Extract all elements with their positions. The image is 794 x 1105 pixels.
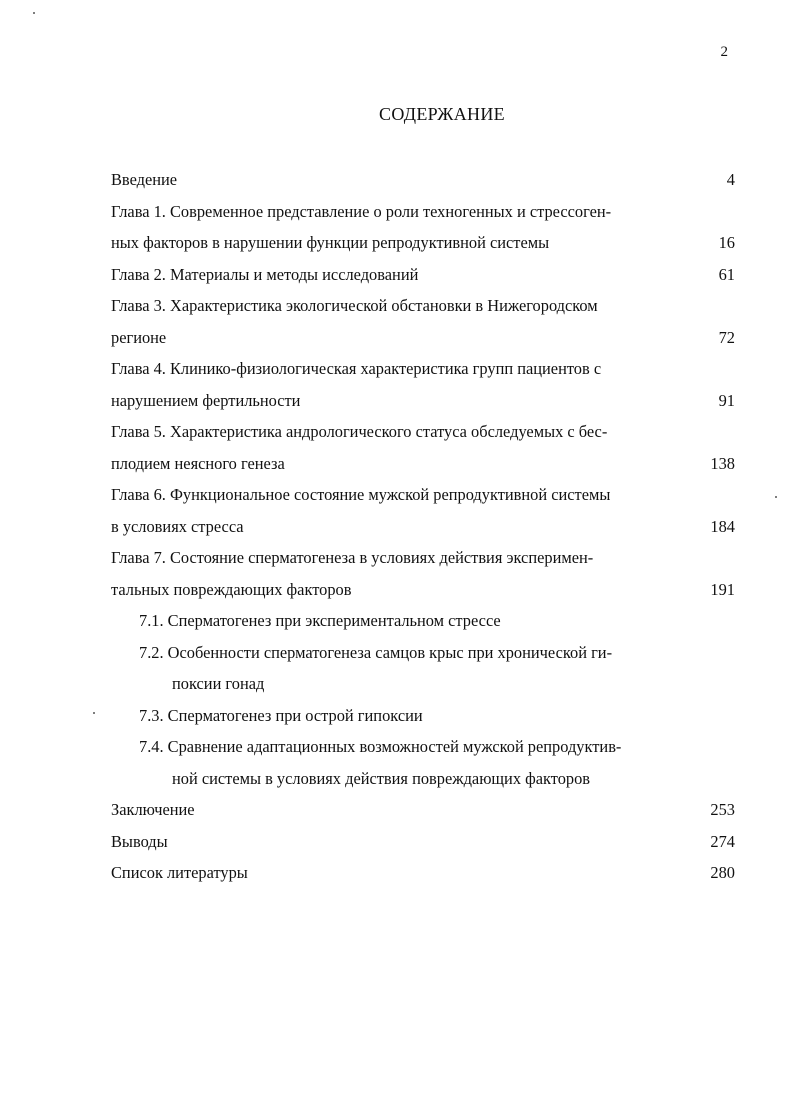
toc-entry-page: 61	[718, 264, 735, 284]
page-number: 2	[720, 44, 728, 60]
toc-entry-chapter-7	[111, 542, 735, 605]
toc-entry-line: Глава 5. Характеристика андрологического статуса обследуемых с бес-	[111, 422, 608, 441]
toc-entry-line: ной системы в условиях действия повреждающих факторов	[172, 768, 591, 788]
toc-entry-chapter-5	[111, 416, 735, 479]
toc-entry-chapter-2	[111, 259, 735, 291]
toc-entry-page: 184	[710, 516, 735, 536]
scan-speck	[93, 712, 95, 714]
toc-entry-section-7-3	[111, 700, 735, 732]
toc-entry-page: 72	[718, 327, 735, 347]
toc-entry-page: 274	[710, 831, 735, 851]
toc-entry-line: Введение	[111, 170, 178, 189]
toc-list	[111, 164, 735, 889]
toc-entry-page: 138	[710, 453, 735, 473]
toc-entry-line: Глава 1. Современное представление о роли техногенных и стрессоген-	[111, 201, 612, 221]
toc-entry-page: 253	[710, 800, 735, 819]
toc-entry-section-7-2	[111, 637, 735, 700]
toc-entry-chapter-3	[111, 290, 735, 353]
toc-entry-line: Глава 6. Функциональное состояние мужской репродуктивной системы	[111, 485, 611, 504]
toc-entry-line: поксии гонад	[172, 674, 265, 693]
toc-entry-line: Глава 2. Материалы и методы исследований	[111, 264, 419, 284]
toc-entry-chapter-1	[111, 196, 735, 259]
toc-entry-section-7-4	[111, 731, 735, 794]
toc-entry-line: нарушением фертильности	[111, 390, 301, 410]
toc-entry-page: 4	[726, 170, 735, 189]
toc-entry-line: 7.2. Особенности сперматогенеза самцов крыс при хронической ги-	[139, 642, 613, 662]
toc-entry-page: 91	[718, 390, 735, 410]
toc-entry-line: 7.1. Сперматогенез при экспериментальном стрессе	[139, 611, 501, 630]
toc-entry-line: Выводы	[111, 831, 168, 851]
toc-entry-line: ных факторов в нарушении функции репродуктивной системы	[111, 233, 550, 252]
toc-entry-conclusion	[111, 794, 735, 826]
toc-title: СОДЕРЖАНИЕ	[379, 104, 505, 124]
toc-entry-introduction	[111, 164, 735, 196]
toc-entry-chapter-6	[111, 479, 735, 542]
toc-entry-line: Заключение	[111, 800, 195, 819]
toc-entry-line: регионе	[111, 327, 167, 347]
toc-entry-line: Глава 4. Клинико-физиологическая характеристика групп пациентов с	[111, 359, 602, 378]
toc-entry-line: 7.3. Сперматогенез при острой гипоксии	[139, 705, 423, 725]
toc-entry-line: Список литературы	[111, 863, 248, 882]
scan-speck	[775, 496, 777, 498]
toc-entry-line: в условиях стресса	[111, 516, 244, 536]
toc-entry-page: 191	[710, 579, 735, 599]
toc-entry-line: тальных повреждающих факторов	[111, 579, 352, 599]
toc-entry-chapter-4	[111, 353, 735, 416]
scan-speck	[33, 12, 35, 14]
toc-entry-line: Глава 3. Характеристика экологической обстановки в Нижегородском	[111, 296, 598, 315]
toc-entry-section-7-1	[111, 605, 735, 637]
toc-entry-page: 16	[718, 233, 735, 252]
toc-entry-references	[111, 857, 735, 889]
toc-entry-line: 7.4. Сравнение адаптационных возможностей мужской репродуктив-	[139, 737, 622, 756]
toc-entry-page: 280	[710, 863, 735, 882]
toc-entry-findings	[111, 826, 735, 858]
toc-entry-line: Глава 7. Состояние сперматогенеза в условиях действия эксперимен-	[111, 548, 594, 567]
toc-entry-line: плодием неясного генеза	[111, 453, 285, 473]
